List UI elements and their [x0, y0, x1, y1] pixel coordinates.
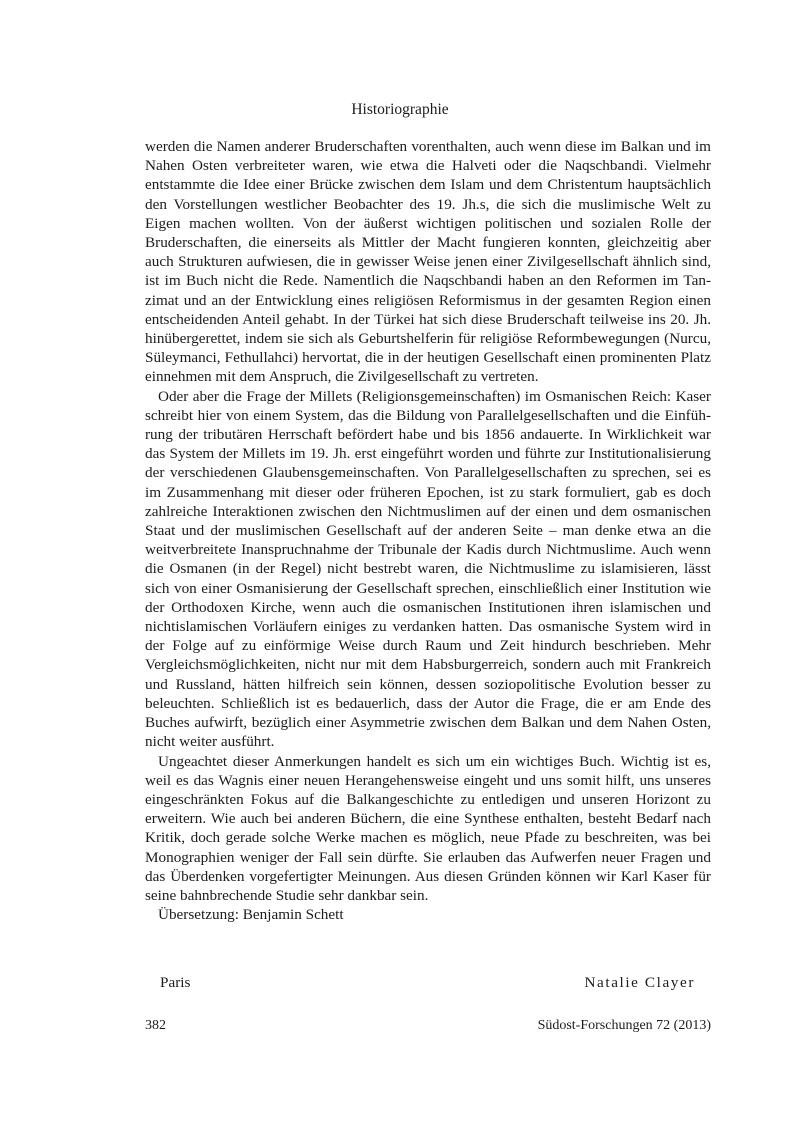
paragraph-3: Ungeachtet dieser Anmerkungen handelt es sich um ein wichtiges Buch. Wichtig ist es, weil es das Wagnis einer neuen Herangehensweise eingeht und uns somit hilft, uns unseres eingeschränkten Fokus auf die Balkangeschichte zu entledigen und unseren Horizont zu erweitern. Wie auch bei anderen Büchern, die eine Synthese enthalten, besteht Bedarf nach Kritik, doch gerade solche Werke machen es möglich, neue Pfade zu beschreiten, was bei Monographien weniger der Fall sein dürfte. Sie erlauben das Aufwerfen neuer Fragen und das Überdenken vorgefertigter Meinungen. Aus diesen Gründen können wir Karl Kaser für seine bahnbrechende Studie sehr dankbar sein. [145, 752, 711, 904]
page-number: 382 [145, 1018, 166, 1033]
paragraph-1: werden die Namen anderer Bruderschaften vorenthalten, auch wenn diese im Balkan und im Nahen Osten verbreiteter waren, wie etwa die Halveti oder die Naqschbandi. Vielmehr entstammte die Idee einer Brücke zwischen dem Islam und dem Christentum hauptsächlich den Vorstellungen westlicher Beobachter des 19. Jh.s, die sich die muslimische Welt zu Eigen machen wollten. Von der äußerst wichtigen politischen und sozialen Rolle der Bruderschaften, die einerseits als Mittler der Macht fungieren konnten, gleichzeitig aber auch Strukturen aufwiesen, die in gewisser Weise jenen einer Zivilgesellschaft ähnlich sind, ist im Buch nicht die Rede. Namentlich die Naqschbandi haben an den Reformen im Tanzimat und an der Entwicklung eines religiösen Reformismus in der gesamten Region einen entscheidenden Anteil gehabt. In der Türkei hat sich diese Bruderschaft teilweise ins 20. Jh. hinübergerettet, indem sie sich als Geburtshelferin für religiöse Reformbewegungen (Nurcu, Süleymanci, Fethullahci) hervortat, die in der heutigen Gesellschaft einen prominenten Platz einnehmen mit dem Anspruch, die Zivilgesellschaft zu vertreten. [145, 138, 711, 386]
signature-place: Paris [160, 974, 191, 991]
signature-author: Natalie Clayer [584, 974, 695, 991]
running-header [0, 101, 800, 119]
journal-citation: Südost-Forschungen 72 (2013) [537, 1018, 711, 1033]
article-body [145, 137, 711, 924]
running-title: Historiographie [351, 101, 449, 118]
paragraph-2: Oder aber die Frage der Millets (Religionsgemeinschaften) im Osmanischen Reich: Kaser schreibt hier von einem System, das die Bildung von Parallelgesellschaften und die Einführung der tributären Herrschaft befördert habe und bis 1856 andauerte. In Wirklichkeit war das System der Millets im 19. Jh. erst eingeführt worden und führte zur Institutionalisierung der verschiedenen Glaubensgemeinschaften. Von Parallelgesellschaften zu sprechen, sei es im Zusammenhang mit dieser oder früheren Epochen, ist zu stark formuliert, gab es doch zahlreiche Interaktionen zwischen den Nichtmuslimen auf der einen und dem osmanischen Staat und der muslimischen Gesellschaft auf der anderen Seite – man denke etwa an die weitverbreitete Inanspruchnahme der Tribunale der Kadis durch Nichtmuslime. Auch wenn die Osmanen (in der Regel) nicht bestrebt waren, die Nichtmuslime zu islamisieren, lässt sich von einer Osmanisierung der Gesellschaft sprechen, einschließlich einer Institution wie der Orthodoxen Kirche, wenn auch die osmanischen Institutionen ihren islamischen und nichtislamischen Vorläufern einiges zu verdanken hatten. Das osmanische System wird in der Folge auf zu einförmige Weise durch Raum und Zeit hindurch beschrieben. Mehr Vergleichsmöglichkeiten, nicht nur mit dem Habsburgerreich, sondern auch mit Frankreich und Russland, hätten hilfreich sein können, dessen soziopolitische Evolution besser zu beleuchten. Schließlich ist es bedauerlich, dass der Autor die Frage, die er am Ende des Buches aufwirft, bezüglich einer Asymmetrie zwischen dem Balkan und dem Nahen Osten, nicht weiter ausführt. [145, 387, 711, 751]
translation-credit: Übersetzung: Benjamin Schett [158, 906, 344, 924]
